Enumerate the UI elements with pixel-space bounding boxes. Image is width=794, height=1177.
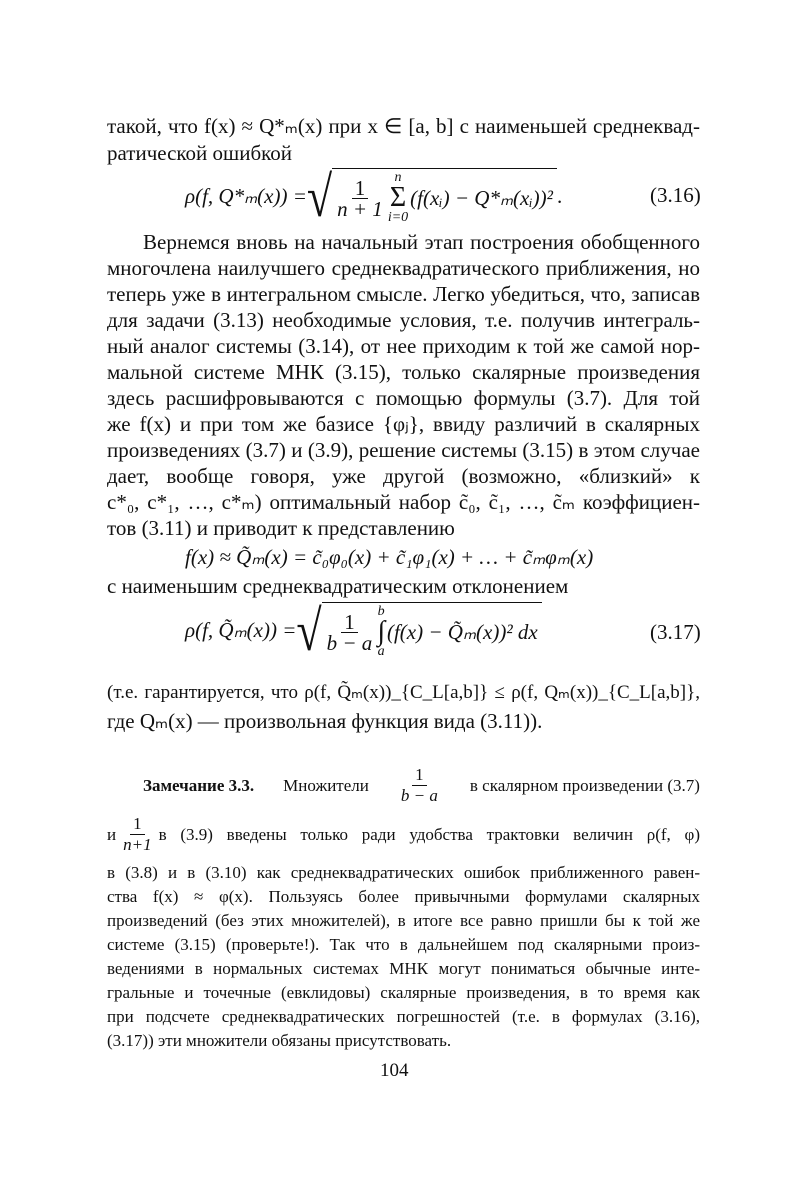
sqrt: √ $\frac{1}{b - a}$ b ∫ a (f(x) − Q̃ₘ(x))² dx bbox=[296, 602, 541, 659]
numerator: 1 bbox=[352, 178, 369, 199]
integral-bottom: a bbox=[377, 644, 385, 659]
fraction bbox=[401, 765, 438, 806]
eq-lhs: ρ(f, Q̃ₘ(x)) = bbox=[185, 618, 297, 642]
text-line: многочлена наилучшего среднеквадратического приближения, но bbox=[107, 256, 700, 280]
text-line: такой, что f(x) ≈ Q*ₘ(x) при x ∈ [a, b] с наименьшей среднеквад- bbox=[107, 114, 700, 138]
remark-text-line: произведений (без этих множителей), в итоге все равно пришли бы к той же bbox=[107, 911, 700, 930]
eq-lhs: ρ(f, Q*ₘ(x)) = bbox=[185, 184, 307, 208]
text-line: для задачи (3.13) необходимые условия, т.е. получив интеграль- bbox=[107, 308, 700, 332]
remark-line bbox=[107, 814, 700, 855]
text-line: тов (3.11) и приводит к представлению bbox=[107, 516, 455, 540]
text-line: же f(x) и при том же базисе {φⱼ}, ввиду различий в скалярных bbox=[107, 412, 700, 436]
text-line: произведениях (3.7) и (3.9), решение системы (3.15) в этом случае bbox=[107, 438, 700, 462]
text: и bbox=[107, 824, 117, 844]
remark-title: Замечание 3.3. bbox=[143, 775, 255, 795]
fraction bbox=[326, 609, 373, 655]
text-line: c*₀, c*₁, …, c*ₘ) оптимальный набор c̃₀, c̃₁, …, c̃ₘ коэффициен- bbox=[107, 490, 700, 514]
text-line: с наименьшим среднеквадратическим отклонением bbox=[107, 574, 569, 598]
remark-line bbox=[143, 765, 700, 806]
fraction bbox=[337, 175, 383, 221]
denominator: b − a bbox=[326, 630, 373, 655]
sum bbox=[388, 171, 408, 225]
page-number: 104 bbox=[380, 1060, 409, 1081]
equation-3-17 bbox=[185, 598, 542, 662]
text-line: ный аналог системы (3.14), от нее приходим к той же самой нор- bbox=[107, 334, 700, 358]
text-line: теперь уже в интегральном смысле. Легко убедиться, что, записав bbox=[107, 282, 700, 306]
remark-text-line: системе (3.15) (проверьте!). Так что в дальнейшем под скалярными произ- bbox=[107, 935, 700, 954]
equation-3-16 bbox=[185, 164, 563, 228]
text: в скалярном произведении (3.7) bbox=[469, 775, 700, 795]
remark-text-line: (3.17)) эти множители обязаны присутствовать. bbox=[107, 1031, 452, 1050]
sum-top: n bbox=[394, 170, 402, 185]
equation-representation: f(x) ≈ Q̃ₘ(x) = c̃₀φ₀(x) + c̃₁φ₁(x) + … + c̃ₘφₘ(x) bbox=[185, 545, 594, 569]
text-line: ратической ошибкой bbox=[107, 141, 293, 165]
remark-text-line: ведениями в нормальных системах МНК могут пониматься обычные инте- bbox=[107, 959, 700, 978]
integral bbox=[377, 605, 385, 659]
denominator: n + 1 bbox=[337, 196, 383, 221]
integral-top: b bbox=[377, 604, 385, 619]
remark-text-line: гральные и точечные (евклидовы) скалярные произведения, в то время как bbox=[107, 983, 700, 1002]
sum-sign: Σ bbox=[389, 182, 407, 213]
text: Множители bbox=[283, 775, 369, 795]
text-line: дает, вообще говоря, уже другой (возможно, «близкий» к bbox=[107, 464, 700, 488]
eq-body: (f(x) − Q̃ₘ(x))² dx bbox=[386, 619, 538, 644]
text-line: Вернемся вновь на начальный этап построения обобщенного bbox=[143, 230, 700, 254]
remark-text-line: в (3.8) и в (3.10) как среднеквадратических ошибок приближенного равен- bbox=[107, 863, 700, 882]
equation-label: (3.17) bbox=[650, 620, 701, 644]
eq-end: . bbox=[556, 184, 563, 208]
fraction bbox=[123, 814, 151, 855]
eq-body: (f(xᵢ) − Q*ₘ(xᵢ))² bbox=[410, 185, 553, 210]
equation-label: (3.16) bbox=[650, 183, 701, 207]
text-line: (т.е. гарантируется, что ρ(f, Q̃ₘ(x))_{C_L[a,b]} ≤ ρ(f, Qₘ(x))_{C_L[a,b]}, bbox=[107, 682, 700, 703]
denominator: b − a bbox=[400, 786, 438, 805]
integral-sign: ∫ bbox=[377, 616, 385, 647]
text-line: где Qₘ(x) — произвольная функция вида (3.11)). bbox=[107, 709, 543, 733]
remark-text-line: ства f(x) ≈ φ(x). Пользуясь более привычными формулами скалярных bbox=[107, 887, 700, 906]
sqrt: √ $\frac{1}{n + 1}$ n Σ i=0 (f(xᵢ) − Q*ₘ(xᵢ))² bbox=[307, 168, 557, 225]
denominator: n+1 bbox=[123, 835, 152, 854]
text-line: мальной системе МНК (3.15), только скалярные произведения bbox=[107, 360, 700, 384]
numerator: 1 bbox=[130, 814, 145, 835]
sum-bottom: i=0 bbox=[387, 210, 409, 225]
numerator: 1 bbox=[341, 612, 358, 633]
text-line: здесь расшифровываются с помощью формулы (3.7). Для той bbox=[107, 386, 700, 410]
text: в (3.9) введены только ради удобства трактовки величин ρ(f, φ) bbox=[158, 824, 700, 844]
numerator: 1 bbox=[412, 765, 427, 786]
remark-text-line: при подсчете среднеквадратических погрешностей (т.е. в формулах (3.16), bbox=[107, 1007, 700, 1026]
